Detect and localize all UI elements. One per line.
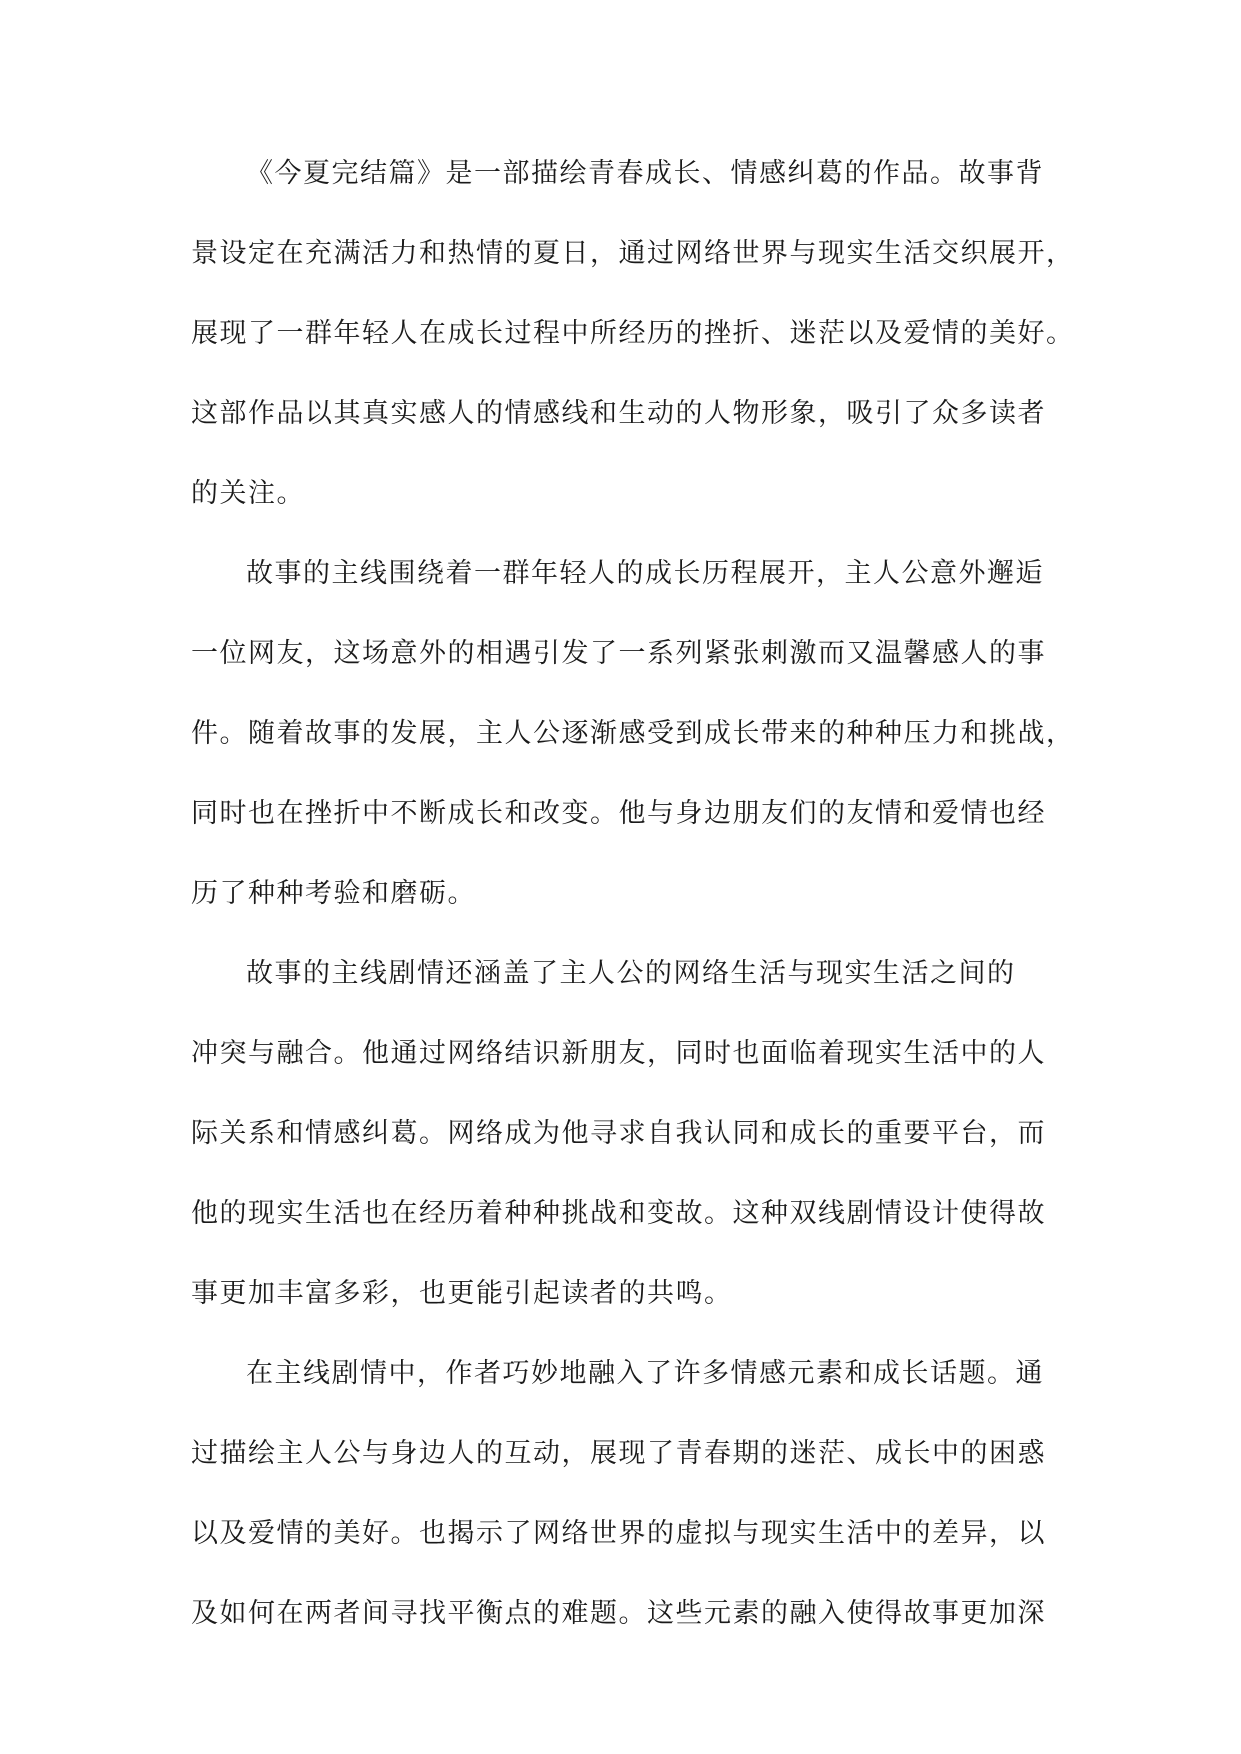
text-line: 展现了一群年轻人在成长过程中所经历的挫折、迷茫以及爱情的美好。 — [191, 318, 1075, 349]
text-line: 故事的主线围绕着一群年轻人的成长历程展开，主人公意外邂逅 — [246, 558, 1044, 589]
text-line: 《今夏完结篇》是一部描绘青春成长、情感纠葛的作品。故事背 — [246, 158, 1044, 189]
text-line: 景设定在充满活力和热情的夏日，通过网络世界与现实生活交织展开， — [191, 238, 1075, 269]
text-line: 件。随着故事的发展，主人公逐渐感受到成长带来的种种压力和挑战， — [191, 718, 1075, 749]
text-line: 及如何在两者间寻找平衡点的难题。这些元素的融入使得故事更加深 — [191, 1598, 1046, 1629]
paragraph-3 — [191, 948, 1091, 1319]
text-line: 历了种种考验和磨砺。 — [191, 878, 476, 909]
text-line: 过描绘主人公与身边人的互动，展现了青春期的迷茫、成长中的困惑 — [191, 1438, 1046, 1469]
paragraph-2 — [191, 548, 1091, 919]
text-line: 事更加丰富多彩，也更能引起读者的共鸣。 — [191, 1278, 733, 1309]
paragraph-4 — [191, 1348, 1091, 1639]
text-line: 以及爱情的美好。也揭示了网络世界的虚拟与现实生活中的差异，以 — [191, 1518, 1046, 1549]
text-line: 同时也在挫折中不断成长和改变。他与身边朋友们的友情和爱情也经 — [191, 798, 1046, 829]
text-line: 他的现实生活也在经历着种种挑战和变故。这种双线剧情设计使得故 — [191, 1198, 1046, 1229]
text-line: 故事的主线剧情还涵盖了主人公的网络生活与现实生活之间的 — [246, 958, 1016, 989]
text-line: 在主线剧情中，作者巧妙地融入了许多情感元素和成长话题。通 — [246, 1358, 1044, 1389]
paragraph-1 — [191, 148, 1091, 519]
document-body — [191, 148, 1091, 1668]
text-line: 的关注。 — [191, 478, 305, 509]
text-line: 冲突与融合。他通过网络结识新朋友，同时也面临着现实生活中的人 — [191, 1038, 1046, 1069]
text-line: 际关系和情感纠葛。网络成为他寻求自我认同和成长的重要平台，而 — [191, 1118, 1046, 1149]
text-line: 一位网友，这场意外的相遇引发了一系列紧张刺激而又温馨感人的事 — [191, 638, 1046, 669]
text-line: 这部作品以其真实感人的情感线和生动的人物形象，吸引了众多读者 — [191, 398, 1046, 429]
